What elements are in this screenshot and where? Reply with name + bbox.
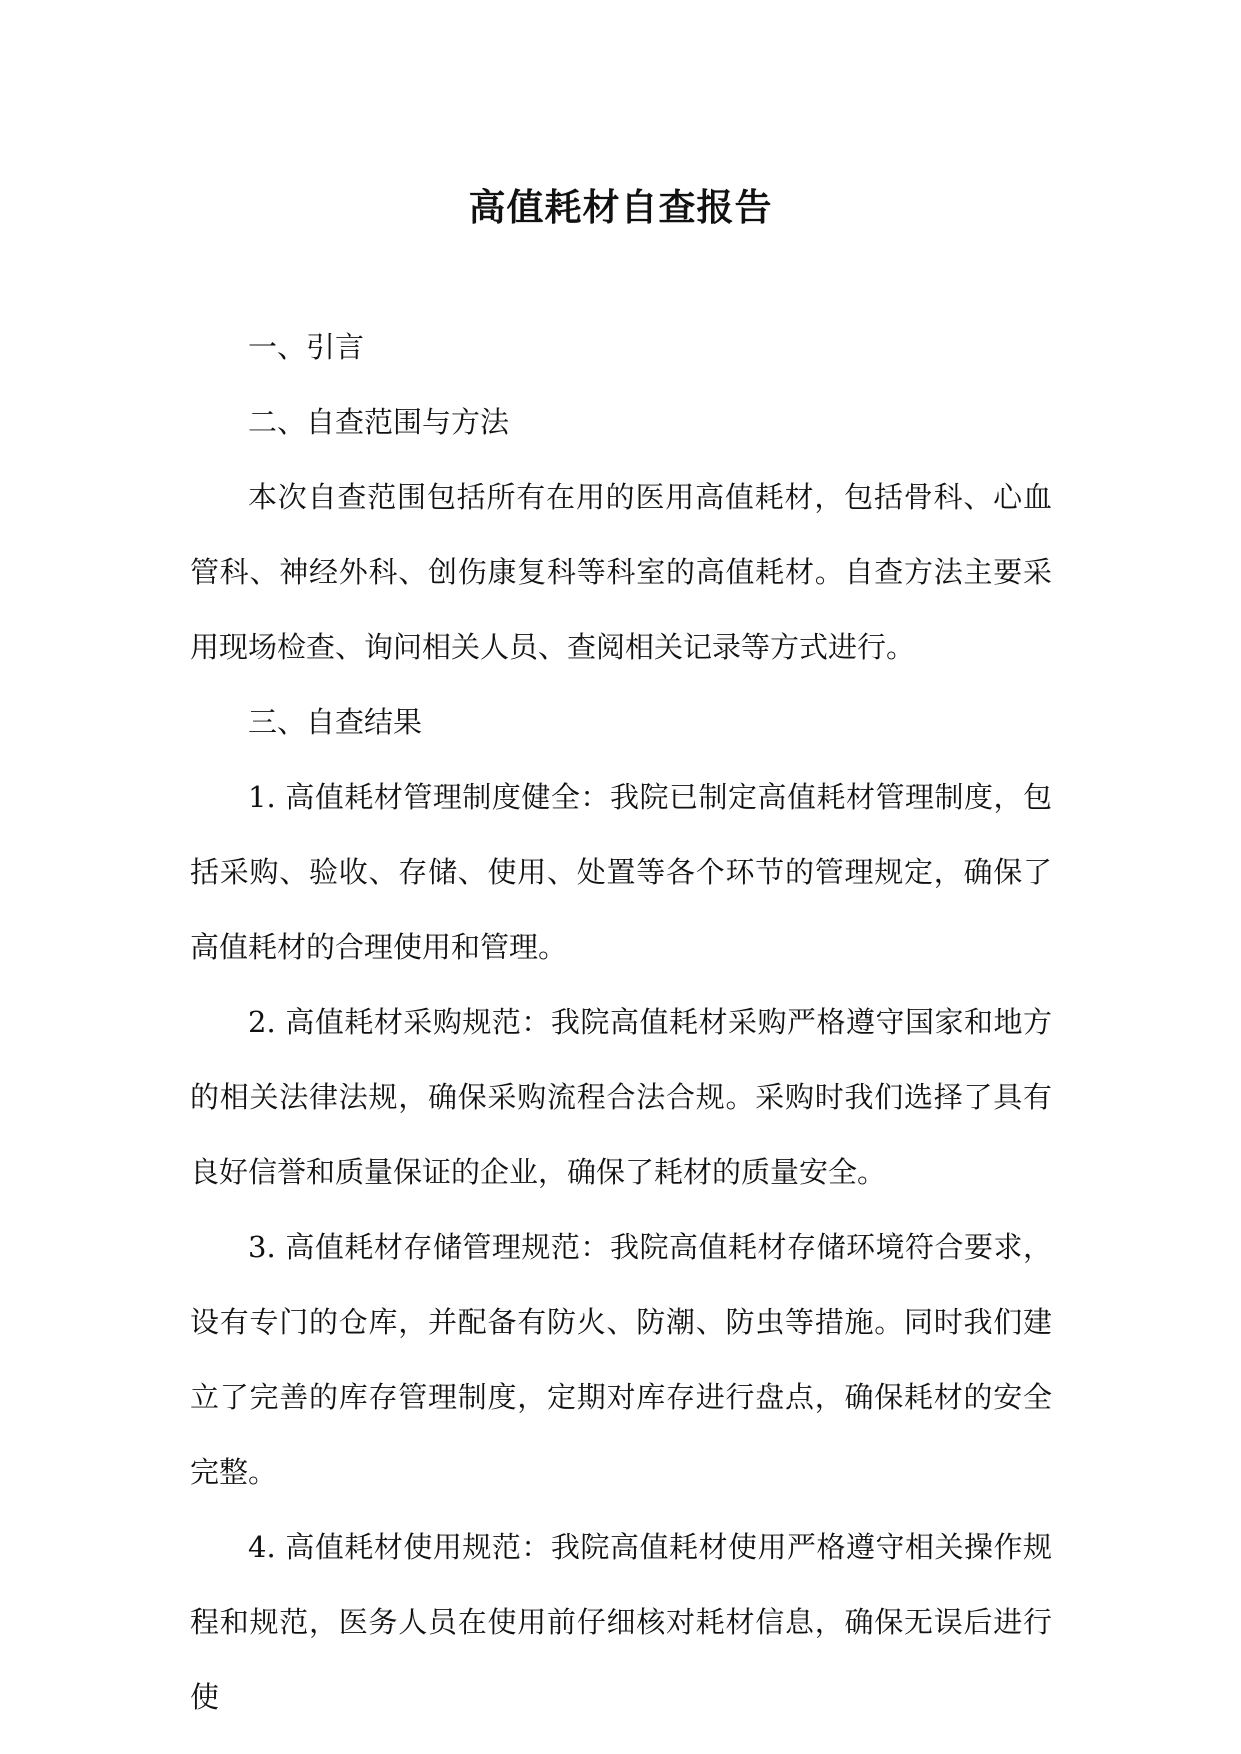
section-heading-scope-and-method: 二、自查范围与方法 [248,405,510,439]
document-title: 高值耗材自查报告 [468,185,773,229]
paragraph-scope-description: 本次自查范围包括所有在用的医用高值耗材，包括骨科、心血管科、神经外科、创伤康复科等科室的高值耗材。自查方法主要采用现场检查、询问相关人员、查阅相关记录等方式进行。 [190,480,1052,664]
section-heading-results: 三、自查结果 [248,705,423,739]
document-body [190,310,1052,1735]
section-heading-introduction: 一、引言 [248,330,365,364]
result-item-storage: 3. 高值耗材存储管理规范：我院高值耗材存储环境符合要求，设有专门的仓库，并配备有防火、防潮、防虫等措施。同时我们建立了完善的库存管理制度，定期对库存进行盘点，确保耗材的安全完整。 [190,1230,1052,1489]
result-item-procurement: 2. 高值耗材采购规范：我院高值耗材采购严格遵守国家和地方的相关法律法规，确保采购流程合法合规。采购时我们选择了具有良好信誉和质量保证的企业，确保了耗材的质量安全。 [190,1005,1052,1189]
result-item-management-system: 1. 高值耗材管理制度健全：我院已制定高值耗材管理制度，包括采购、验收、存储、使用、处置等各个环节的管理规定，确保了高值耗材的合理使用和管理。 [190,780,1052,964]
result-item-usage: 4. 高值耗材使用规范：我院高值耗材使用严格遵守相关操作规程和规范，医务人员在使用前仔细核对耗材信息，确保无误后进行使 [190,1530,1052,1714]
